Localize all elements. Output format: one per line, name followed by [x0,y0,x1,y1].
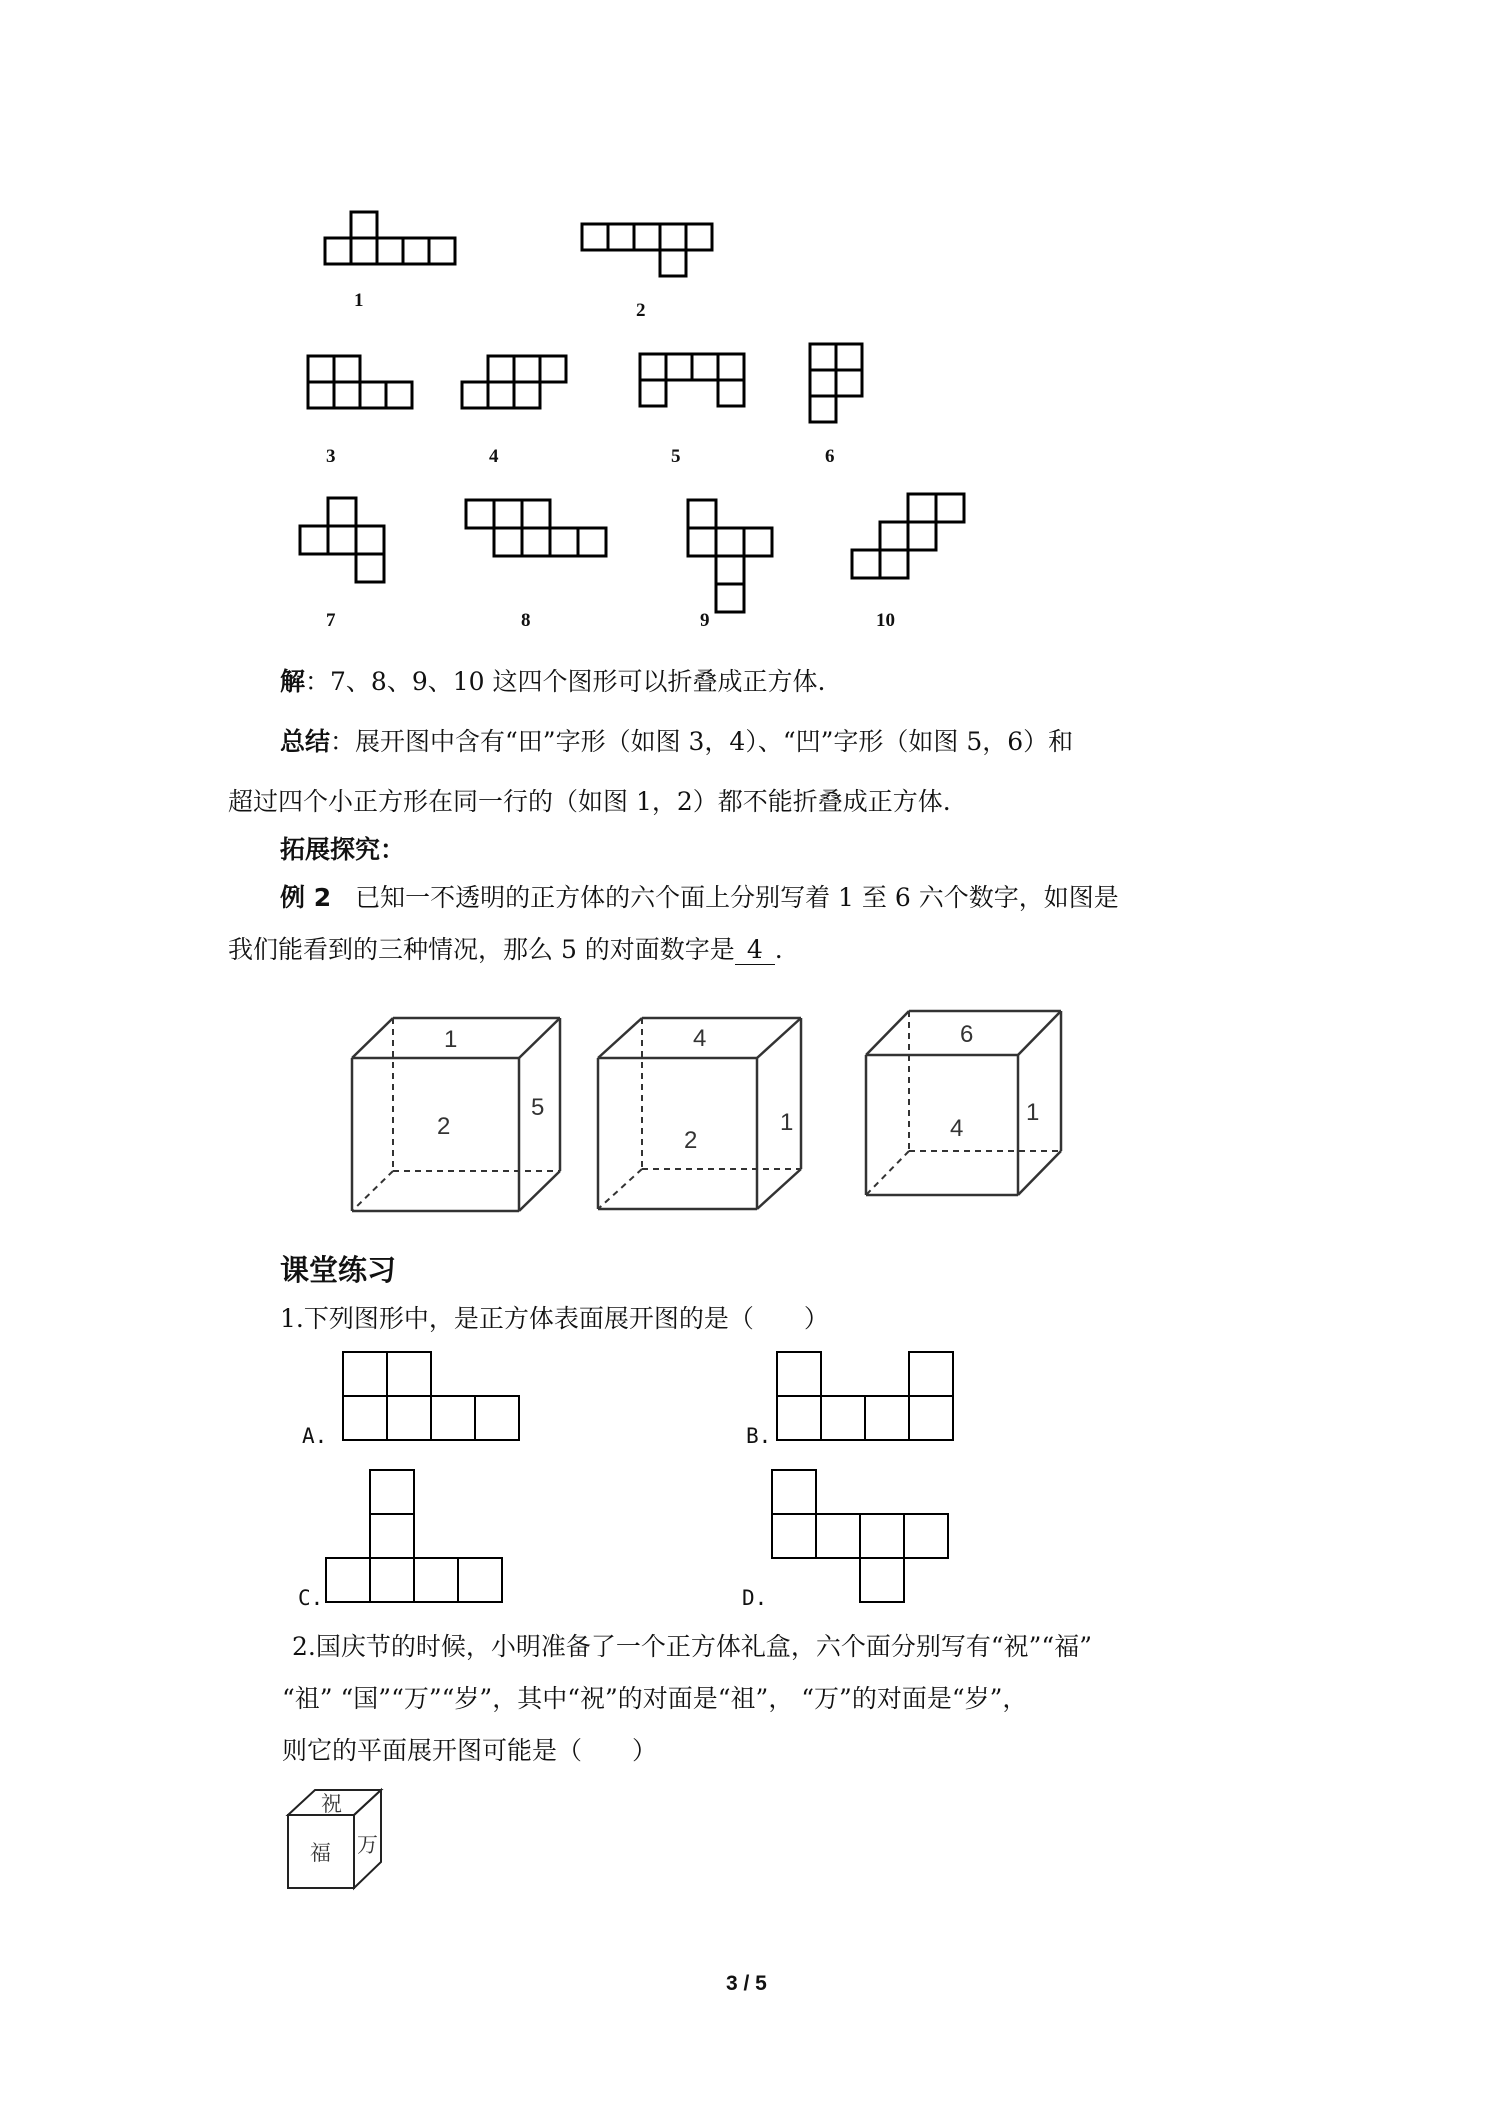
option-b-net [777,1352,953,1440]
net-label-10: 10 [876,610,895,631]
example2-answer: 4 [735,936,775,965]
gift-cube-front-char: 福 [310,1841,331,1865]
net-label-4: 4 [489,446,499,467]
option-d-label: D. [742,1586,768,1610]
cubes-drawing [0,1000,1488,1230]
example2-line-2 [228,933,783,967]
option-a-label: A. [302,1424,328,1448]
net-label-8: 8 [521,610,531,631]
net-10 [852,494,964,578]
example2-text-2-end: . [774,935,783,964]
cube1-side-number: 5 [531,1094,545,1121]
q2-line-1: 2.国庆节的时候，小明准备了一个正方体礼盒，六个面分别写有“祝”“福” [292,1632,1092,1661]
net-label-6: 6 [825,446,835,467]
cube3-side-number: 1 [1026,1099,1040,1126]
cube1-top-number: 1 [444,1026,458,1053]
net-4 [462,356,566,408]
cube1-front-number: 2 [437,1113,451,1140]
cube3-front-number: 4 [950,1115,964,1142]
summary-line-2: 超过四个小正方形在同一行的（如图 1，2）都不能折叠成正方体. [228,787,951,816]
solution-label: 解 [280,667,306,696]
net-label-3: 3 [326,446,336,467]
summary-line-1 [280,725,1073,759]
cube3-top-number: 6 [960,1021,974,1048]
gift-cube-top-char: 祝 [321,1792,342,1816]
net-7 [300,498,384,582]
net-9 [688,500,772,612]
option-d-net [772,1470,948,1602]
gift-cube-side-char: 万 [357,1833,378,1857]
solution-paragraph [280,665,825,699]
nets-figure [0,0,1488,640]
practice-heading: 课堂练习 [280,1253,397,1287]
gift-cube-figure [0,1780,1488,1910]
net-1 [325,212,455,264]
example2-text-2: 我们能看到的三种情况，那么 5 的对面数字是 [228,935,735,964]
example2-label: 例 2 [280,883,332,912]
cube2-top-number: 4 [693,1025,707,1052]
q2-line-3: 则它的平面展开图可能是（ ） [282,1736,658,1765]
q1-options-figure [0,1340,1488,1630]
example2-text-1: 已知一不透明的正方体的六个面上分别写着 1 至 6 六个数字，如图是 [355,883,1119,912]
extension-heading: 拓展探究： [280,835,406,864]
net-label-5: 5 [671,446,681,467]
net-label-7: 7 [326,610,336,631]
summary-label: 总结 [280,727,331,756]
option-a-net [343,1352,519,1440]
gift-cube-drawing [0,1780,1488,1910]
net-label-2: 2 [636,300,646,321]
option-c-net [326,1470,502,1602]
net-8 [466,500,606,556]
solution-text: ：7、8、9、10 这四个图形可以折叠成正方体. [305,667,826,696]
example2-line-1 [280,881,1119,915]
net-2 [582,224,712,276]
option-c-label: C. [298,1586,324,1610]
cubes-figure [0,1000,1488,1230]
net-3 [308,356,412,408]
net-label-9: 9 [700,610,710,631]
q1-text: 1.下列图形中，是正方体表面展开图的是（ ） [280,1304,829,1333]
net-6 [810,344,862,422]
summary-text-1: ：展开图中含有“田”字形（如图 3，4）、“凹”字形（如图 5，6）和 [330,727,1074,756]
nets-drawing [0,0,1488,640]
net-5 [640,354,744,406]
cube2-front-number: 2 [684,1127,698,1154]
cube2-side-number: 1 [780,1109,794,1136]
page-number: 3 / 5 [726,1972,767,1995]
net-label-1: 1 [354,290,364,311]
q2-line-2: “祖” “国”“万”“岁”，其中“祝”的对面是“祖”， “万”的对面是“岁”， [282,1684,1028,1713]
option-b-label: B. [746,1424,772,1448]
